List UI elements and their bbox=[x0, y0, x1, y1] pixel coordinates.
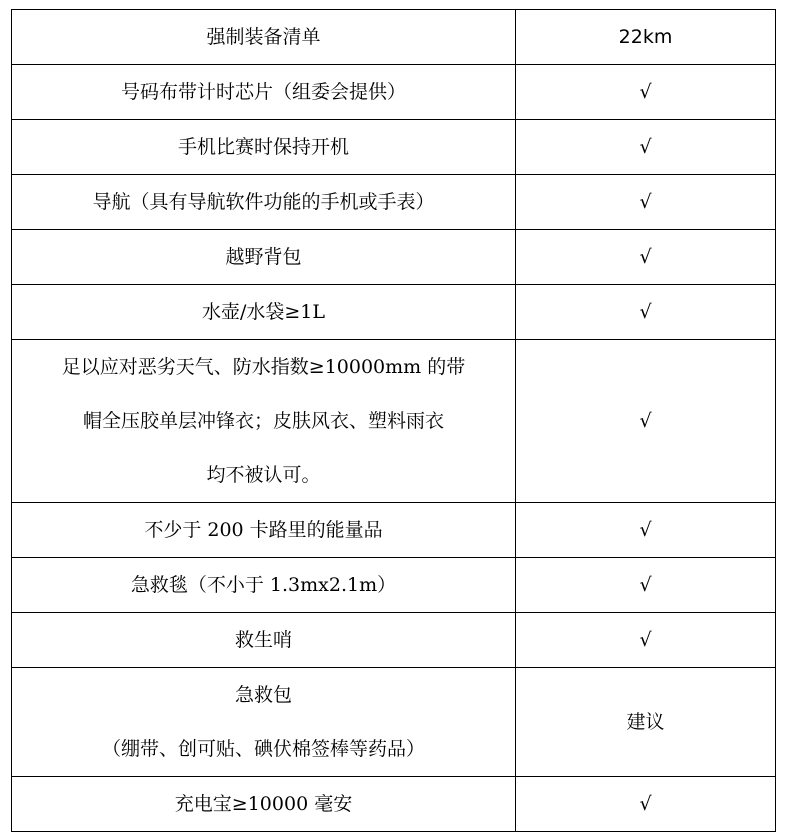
check-mark: √ bbox=[516, 613, 776, 668]
item-line: 足以应对恶劣天气、防水指数≥10000mm 的带 bbox=[61, 356, 466, 378]
item-cell: 急救毯（不小于 1.3mx2.1m） bbox=[12, 558, 516, 613]
check-mark: √ bbox=[516, 120, 776, 175]
check-mark: √ bbox=[516, 558, 776, 613]
table-row bbox=[12, 668, 776, 777]
item-cell bbox=[12, 668, 516, 777]
item-cell: 越野背包 bbox=[12, 230, 516, 285]
table-row bbox=[12, 503, 776, 558]
equipment-table bbox=[11, 9, 776, 832]
check-mark: √ bbox=[516, 503, 776, 558]
item-line: 帽全压胶单层冲锋衣；皮肤风衣、塑料雨衣 bbox=[82, 410, 444, 432]
table-row bbox=[12, 120, 776, 175]
table-row bbox=[12, 65, 776, 120]
table-row bbox=[12, 777, 776, 832]
check-mark: √ bbox=[516, 175, 776, 230]
item-cell: 手机比赛时保持开机 bbox=[12, 120, 516, 175]
item-cell: 号码布带计时芯片（组委会提供） bbox=[12, 65, 516, 120]
item-line: 均不被认可。 bbox=[206, 464, 321, 486]
recommend-value: 建议 bbox=[516, 668, 776, 777]
table-row bbox=[12, 175, 776, 230]
check-mark: √ bbox=[516, 285, 776, 340]
check-mark: √ bbox=[516, 230, 776, 285]
table-row bbox=[12, 613, 776, 668]
item-cell: 水壶/水袋≥1L bbox=[12, 285, 516, 340]
item-cell: 导航（具有导航软件功能的手机或手表） bbox=[12, 175, 516, 230]
item-cell: 救生哨 bbox=[12, 613, 516, 668]
table-row bbox=[12, 558, 776, 613]
table-header-row bbox=[12, 10, 776, 65]
table-row bbox=[12, 230, 776, 285]
item-cell: 充电宝≥10000 毫安 bbox=[12, 777, 516, 832]
check-mark: √ bbox=[516, 777, 776, 832]
item-cell: 不少于 200 卡路里的能量品 bbox=[12, 503, 516, 558]
table-row bbox=[12, 340, 776, 503]
check-mark: √ bbox=[516, 65, 776, 120]
item-cell bbox=[12, 340, 516, 503]
header-value-cell: 22km bbox=[516, 10, 776, 65]
item-line: （绷带、创可贴、碘伏棉签棒等药品） bbox=[101, 738, 425, 760]
item-line: 急救包 bbox=[234, 684, 292, 706]
table-row bbox=[12, 285, 776, 340]
check-mark: √ bbox=[516, 340, 776, 503]
header-item-cell: 强制装备清单 bbox=[12, 10, 516, 65]
